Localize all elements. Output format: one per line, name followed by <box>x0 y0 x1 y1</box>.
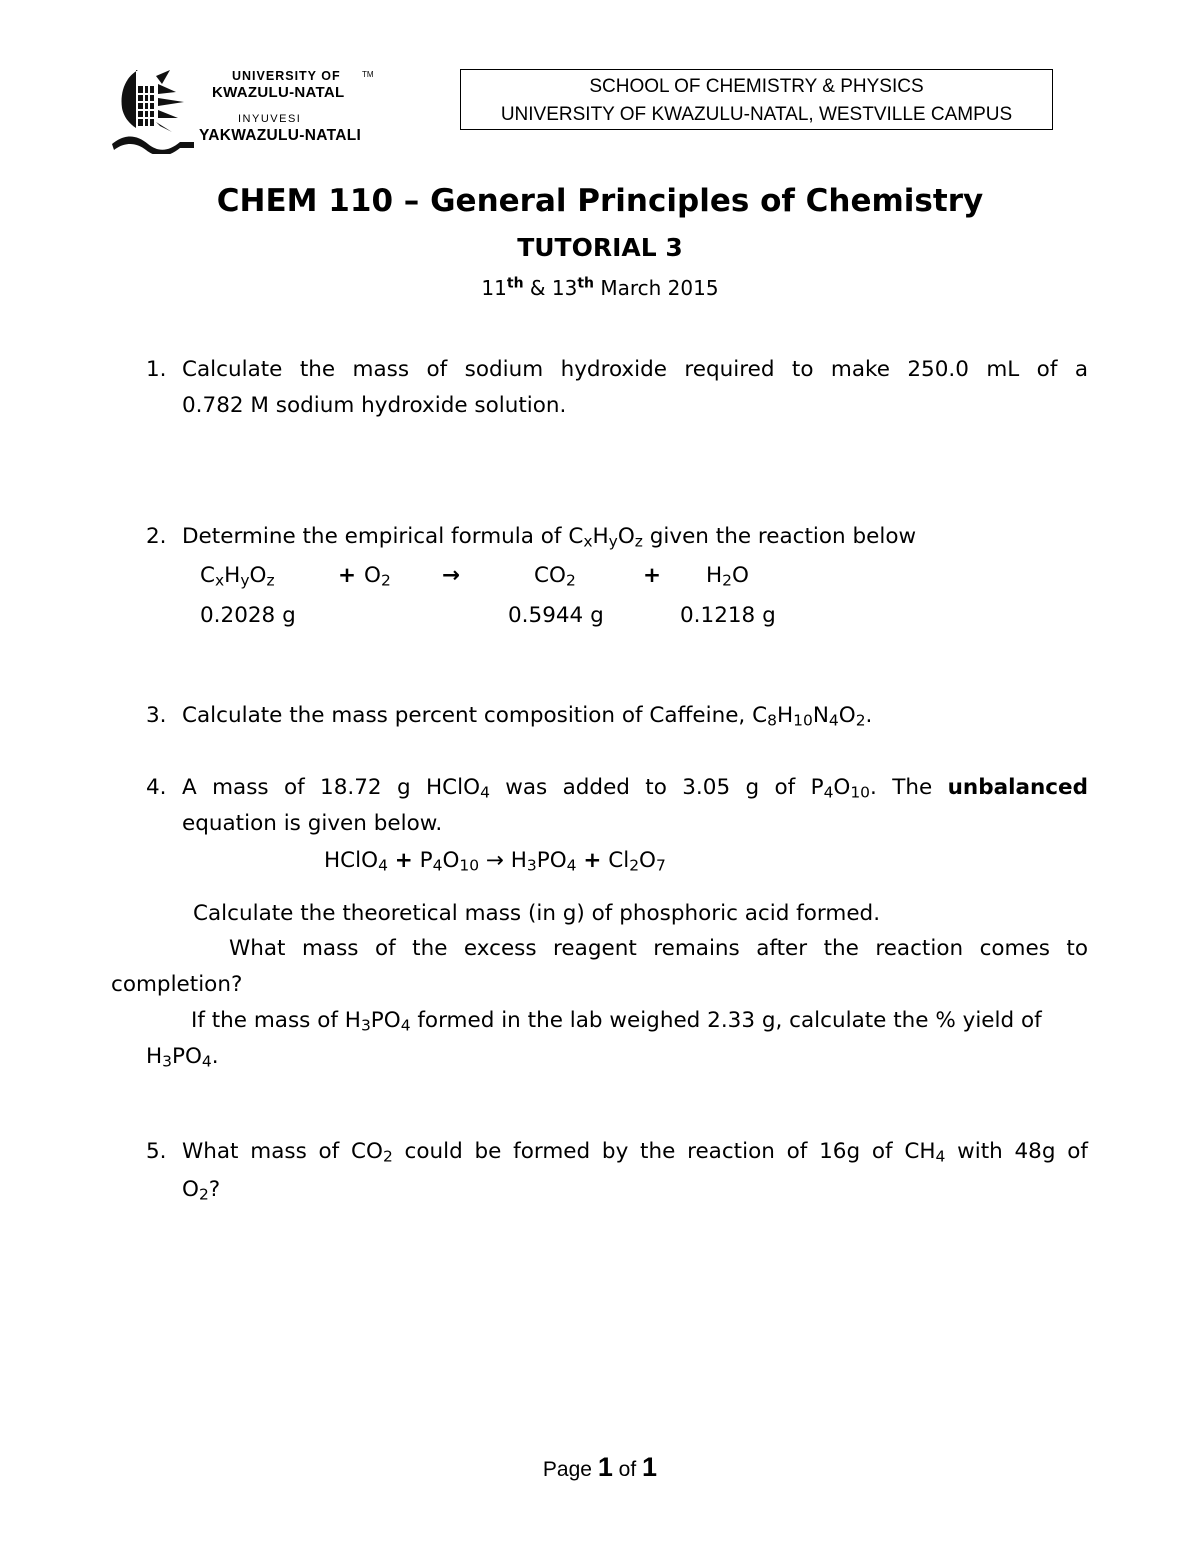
question-4-part-a: Calculate the theoretical mass (in g) of phosphoric acid formed. <box>193 901 881 926</box>
question-1-number: 1. <box>146 357 167 382</box>
university-logo-emblem <box>110 64 196 154</box>
school-header-box <box>460 69 1053 130</box>
question-4-part-c-line-1: If the mass of $H_3PO_4$ formed in the lab weighed 2.33 g, calculate the % yield of <box>191 1008 1042 1035</box>
question-4-number: 4. <box>146 775 167 800</box>
question-4-equation: HClO$_4$ + $P_4O_{10} \to H_3PO_4 + Cl_2O_7$ <box>324 848 666 875</box>
logo-trademark: TM <box>362 70 374 79</box>
question-4-part-c-line-2: $H_3PO_4$. <box>146 1044 219 1071</box>
reaction-product-h2o: $H_2O$ <box>706 563 749 590</box>
question-3-text: Calculate the mass percent composition of Caffeine, $C_8H_{10}N_4O_2$. <box>182 703 873 730</box>
logo-text-inyuvesi: INYUVESI <box>238 113 302 125</box>
page-footer: Page 1 of 1 <box>542 1452 658 1482</box>
campus-name: UNIVERSITY OF KWAZULU-NATAL, WESTVILLE CAMPUS <box>500 104 1013 125</box>
question-3-number: 3. <box>146 703 167 728</box>
question-5-line-2: $O_2$? <box>182 1177 221 1204</box>
question-4-part-b-line-2: completion? <box>111 972 243 997</box>
logo-text-university-of: UNIVERSITY OF <box>232 69 341 83</box>
logo-text-yakwazulu-natali: YAKWAZULU-NATALI <box>199 127 362 144</box>
tutorial-title: TUTORIAL 3 <box>517 233 683 262</box>
school-name: SCHOOL OF CHEMISTRY & PHYSICS <box>589 76 924 97</box>
question-2-text: Determine the empirical formula of $C_xH_yO_z$ given the reaction below <box>182 524 917 551</box>
logo-text-kwazulu-natal: KWAZULU-NATAL <box>212 84 345 101</box>
course-title: CHEM 110 – General Principles of Chemistry <box>216 183 984 219</box>
reaction-plus-1: + <box>338 563 357 588</box>
question-4-part-b-line-1: What mass of the excess reagent remains after the reaction comes to <box>229 936 1088 961</box>
mass-h2o: 0.1218 g <box>680 603 776 628</box>
reaction-plus-2: + <box>643 563 662 588</box>
question-1-line-2: 0.782 M sodium hydroxide solution. <box>182 393 567 418</box>
reaction-arrow: → <box>442 563 461 588</box>
reaction-product-co2: $CO_2$ <box>534 563 576 590</box>
question-4-line-2: equation is given below. <box>182 811 443 836</box>
question-5-line-1: What mass of $CO_2$ could be formed by the reaction of 16g of $CH_4$ with 48g of <box>182 1139 1088 1166</box>
reaction-reactant-cxhyoz: $C_xH_yO_z$ <box>200 563 275 590</box>
question-1-line-1: Calculate the mass of sodium hydroxide required to make 250.0 mL of a <box>182 357 1088 382</box>
mass-co2: 0.5944 g <box>508 603 604 628</box>
question-2-number: 2. <box>146 524 167 549</box>
mass-reactant: 0.2028 g <box>200 603 296 628</box>
reaction-oxygen: $O_2$ <box>364 563 391 590</box>
tutorial-date: 11th & 13th March 2015 <box>481 275 719 300</box>
question-5-number: 5. <box>146 1139 167 1164</box>
question-4-line-1: A mass of 18.72 g HClO$_4$ was added to 3.05 g of $P_4O_{10}$. The unbalanced <box>182 775 1089 802</box>
